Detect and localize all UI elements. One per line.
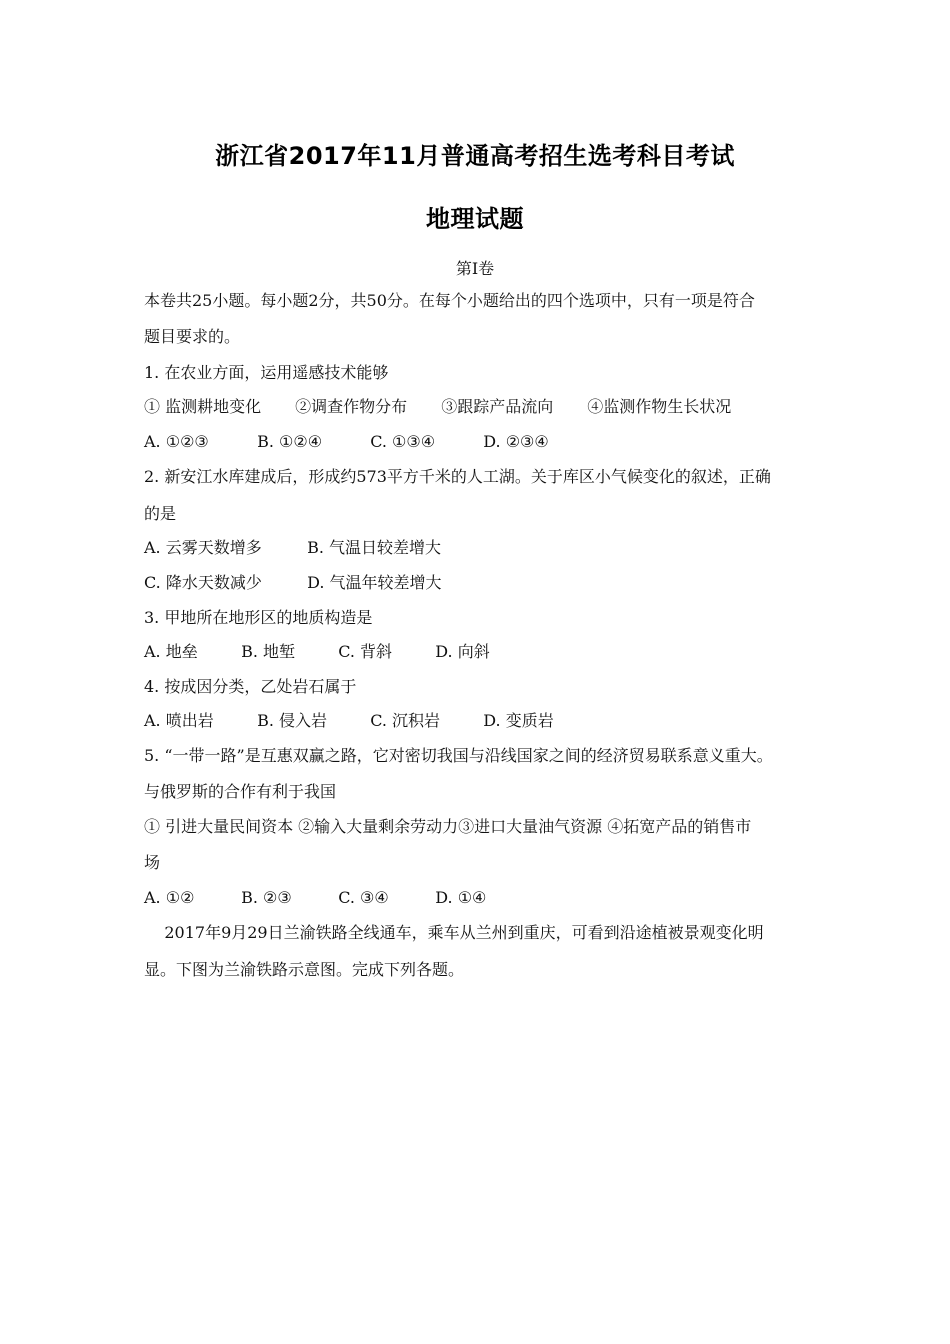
q1-item-4: ④监测作物生长状况	[587, 397, 732, 416]
q1-option-b: B. ①②④	[257, 432, 323, 451]
q3-option-a: A. 地垒	[144, 642, 198, 661]
q2-option-d: D. 气温年较差增大	[307, 573, 442, 592]
q2-options-row-2	[144, 573, 442, 593]
q5-option-b: B. ②③	[241, 888, 292, 907]
exam-subtitle: 地理试题	[426, 205, 524, 233]
q1-option-d: D. ②③④	[483, 432, 549, 451]
q5-items-line-2: 场	[144, 853, 161, 872]
q1-stem: 1. 在农业方面，运用遥感技术能够	[144, 363, 389, 382]
passage-line-1: 2017年9月29日兰渝铁路全线通车，乘车从兰州到重庆，可看到沿途植被景观变化明	[144, 923, 764, 942]
q1-items	[144, 397, 731, 417]
instructions-line-2: 题目要求的。	[144, 327, 241, 346]
q2-option-c: C. 降水天数减少	[144, 573, 262, 592]
q2-stem-line-1: 2. 新安江水库建成后，形成约573平方千米的人工湖。关于库区小气候变化的叙述，正确	[144, 467, 771, 486]
q2-option-a: A. 云雾天数增多	[144, 538, 262, 557]
q5-stem-line-2: 与俄罗斯的合作有利于我国	[144, 782, 337, 801]
q2-option-b: B. 气温日较差增大	[307, 538, 442, 557]
q1-option-a: A. ①②③	[144, 432, 209, 451]
q3-option-d: D. 向斜	[435, 642, 490, 661]
q3-options	[144, 642, 490, 662]
exam-title: 浙江省2017年11月普通高考招生选考科目考试	[215, 142, 735, 170]
q1-options	[144, 432, 549, 452]
q5-option-d: D. ①④	[435, 888, 487, 907]
q2-options-row-1	[144, 538, 441, 558]
q4-option-a: A. 喷出岩	[144, 711, 214, 730]
section-label: 第Ⅰ卷	[455, 259, 495, 278]
q5-option-a: A. ①②	[144, 888, 195, 907]
q4-option-c: C. 沉积岩	[370, 711, 441, 730]
q5-option-c: C. ③④	[338, 888, 389, 907]
q3-option-b: B. 地堑	[241, 642, 296, 661]
q5-stem-line-1: 5. “一带一路”是互惠双赢之路，它对密切我国与沿线国家之间的经济贸易联系意义重大。	[144, 746, 773, 765]
passage-line-2: 显。下图为兰渝铁路示意图。完成下列各题。	[144, 960, 465, 979]
q5-options	[144, 888, 486, 908]
q4-option-d: D. 变质岩	[483, 711, 554, 730]
q4-option-b: B. 侵入岩	[257, 711, 328, 730]
q1-item-1: ① 监测耕地变化	[144, 397, 262, 416]
q3-stem: 3. 甲地所在地形区的地质构造是	[144, 608, 373, 627]
q2-stem-line-2: 的是	[144, 504, 177, 523]
q1-option-c: C. ①③④	[370, 432, 436, 451]
q4-options	[144, 711, 554, 731]
instructions-line-1: 本卷共25小题。每小题2分，共50分。在每个小题给出的四个选项中，只有一项是符合	[144, 291, 755, 310]
q3-option-c: C. 背斜	[338, 642, 393, 661]
q4-stem: 4. 按成因分类，乙处岩石属于	[144, 677, 357, 696]
q1-item-3: ③跟踪产品流向	[441, 397, 554, 416]
q5-items-line-1: ① 引进大量民间资本 ②输入大量剩余劳动力③进口大量油气资源 ④拓宽产品的销售市	[144, 817, 752, 836]
q1-item-2: ②调查作物分布	[295, 397, 408, 416]
